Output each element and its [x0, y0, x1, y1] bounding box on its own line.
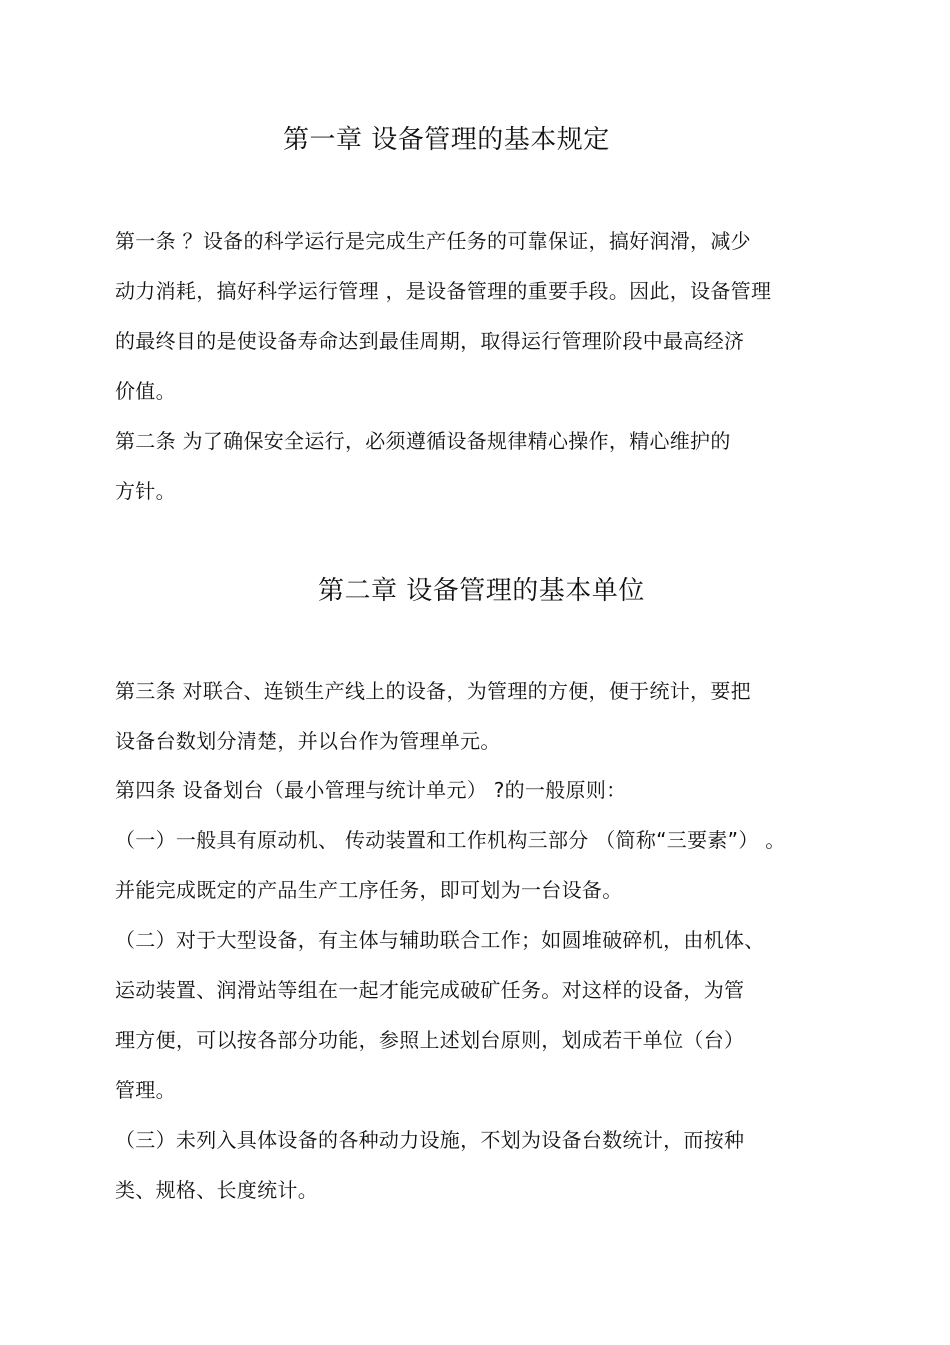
article-4-line-1: 第四条 设备划台（最小管理与统计单元） ?的一般原则：	[115, 778, 627, 802]
chapter-1-title: 第一章 设备管理的基本规定	[283, 125, 610, 155]
article-4-item-1-line-1: （一）一般具有原动机、 传动装置和工作机构三部分 （简称“三要素”） 。	[115, 828, 786, 852]
article-4-item-3-line-1: （三）未列入具体设备的各种动力设施，不划为设备台数统计，而按种	[115, 1128, 745, 1152]
article-4-item-2-line-4: 管理。	[115, 1078, 176, 1102]
article-4-item-2-line-3: 理方便，可以按各部分功能，参照上述划台原则，划成若干单位（台）	[115, 1028, 745, 1052]
article-3-line-2: 设备台数划分清楚，并以台作为管理单元。	[115, 729, 501, 753]
article-4-item-2-line-2: 运动装置、润滑站等组在一起才能完成破矿任务。对这样的设备，为管	[115, 978, 745, 1002]
article-4-item-1-line-2: 并能完成既定的产品生产工序任务，即可划为一台设备。	[115, 878, 623, 902]
article-1-line-3: 的最终目的是使设备寿命达到最佳周期，取得运行管理阶段中最高经济	[115, 329, 745, 353]
article-2-line-2: 方针。	[115, 479, 176, 503]
article-1-line-1: 第一条 ？设备的科学运行是完成生产任务的可靠保证，搞好润滑，减少	[115, 229, 751, 253]
article-4-item-3-line-2: 类、规格、长度统计。	[115, 1178, 318, 1202]
article-1-line-4: 价值。	[115, 379, 176, 403]
article-3-line-1: 第三条 对联合、连锁生产线上的设备，为管理的方便，便于统计，要把	[115, 679, 751, 703]
chapter-2-title: 第二章 设备管理的基本单位	[318, 576, 645, 606]
article-2-line-1: 第二条 为了确保安全运行，必须遵循设备规律精心操作，精心维护的	[115, 429, 731, 453]
article-4-item-2-line-1: （二）对于大型设备，有主体与辅助联合工作；如圆堆破碎机，由机体、	[115, 928, 765, 952]
article-1-line-2: 动力消耗，搞好科学运行管理 ，是设备管理的重要手段。因此，设备管理	[115, 279, 772, 303]
